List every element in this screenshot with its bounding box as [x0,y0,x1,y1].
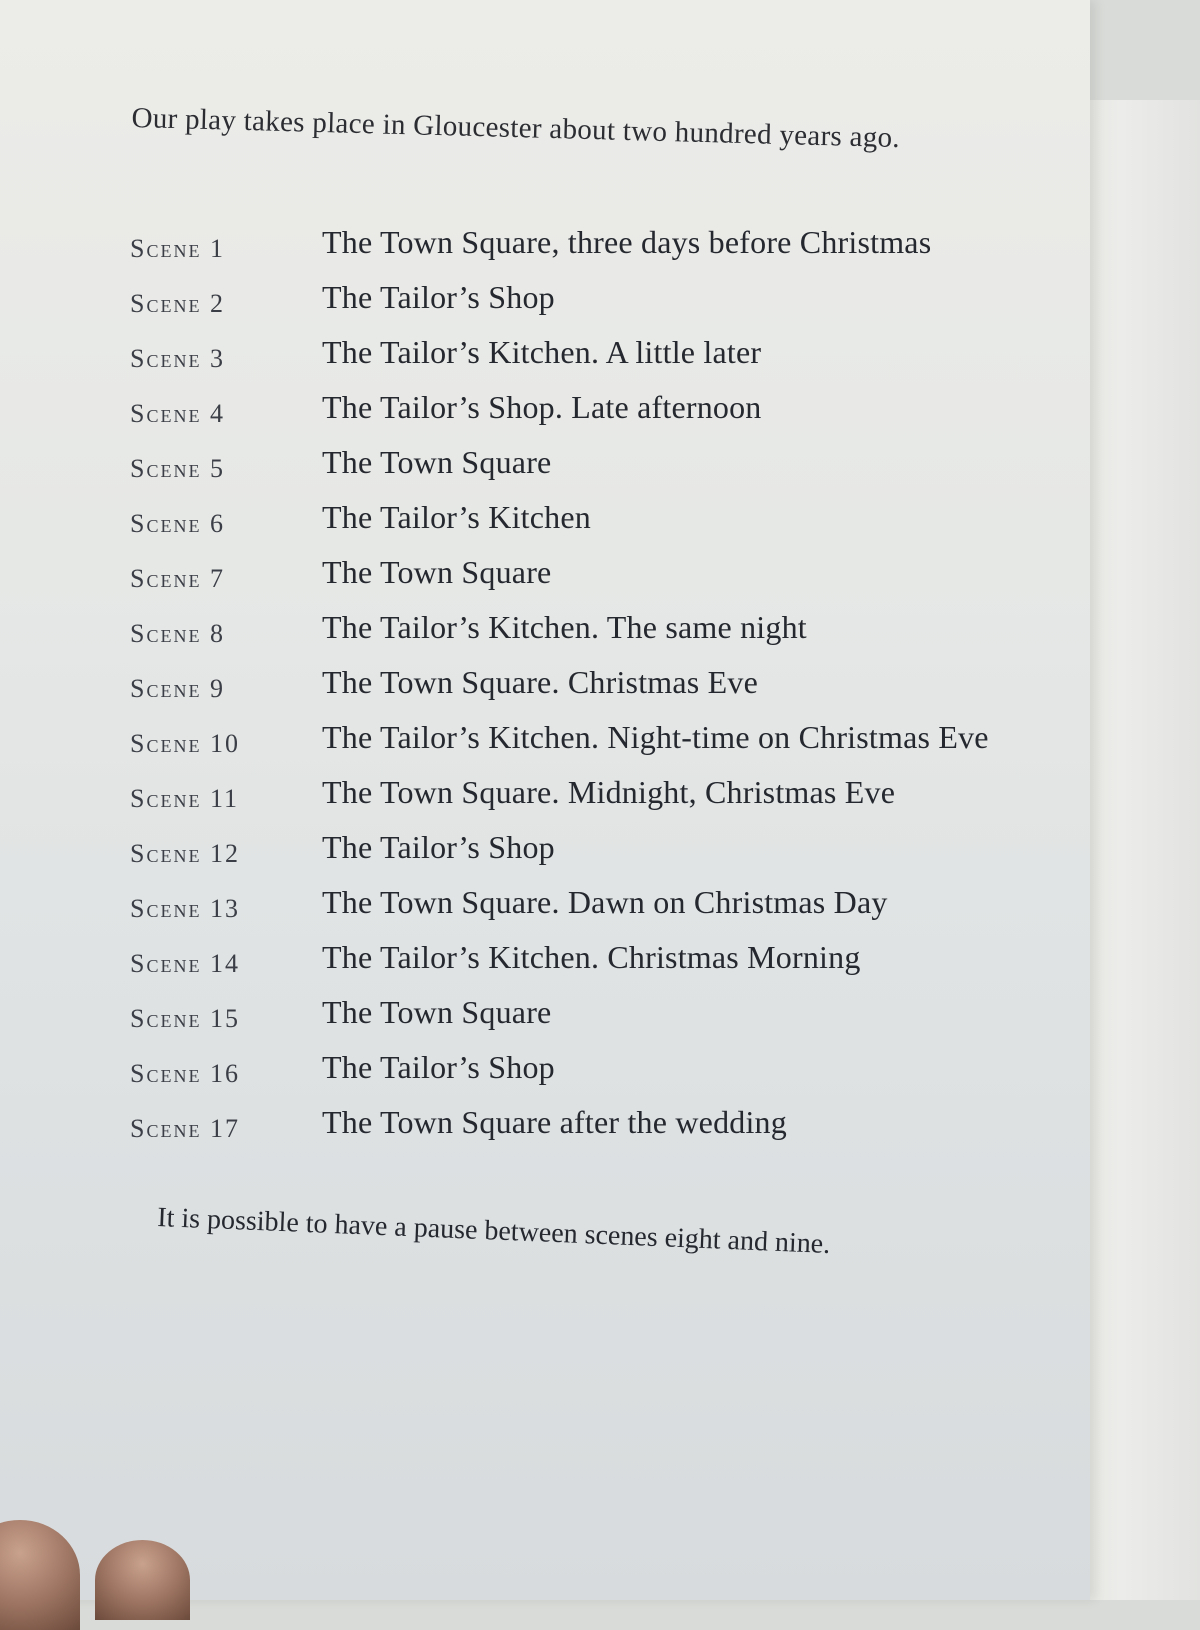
scene-row [130,1098,1080,1153]
scene-row [130,493,1080,548]
scene-title: The Town Square after the wedding [322,1104,787,1140]
scene-title: The Tailor’s Kitchen. The same night [322,609,807,645]
scene-row [130,878,1080,933]
scene-label: Scene 16 [130,1059,240,1088]
scene-row [130,438,1080,493]
scene-row [130,713,1080,768]
scene-label: Scene 1 [130,234,225,263]
scene-label: Scene 4 [130,399,225,428]
scene-title: The Town Square [322,994,552,1030]
scene-title: The Tailor’s Kitchen. Christmas Morning [322,939,861,975]
scene-label: Scene 14 [130,949,240,978]
scene-title: The Tailor’s Kitchen [322,499,591,535]
scene-label: Scene 7 [130,564,225,593]
scene-title: The Tailor’s Shop [322,829,555,865]
scene-label: Scene 13 [130,894,240,923]
scene-title: The Town Square [322,554,552,590]
scene-list [130,218,1080,1153]
scene-title: The Tailor’s Kitchen. A little later [322,334,762,370]
scene-row [130,273,1080,328]
scene-title: The Town Square. Christmas Eve [322,664,758,700]
scene-label: Scene 6 [130,509,225,538]
scene-row [130,988,1080,1043]
scene-label: Scene 2 [130,289,225,318]
scene-row [130,383,1080,438]
scene-label: Scene 9 [130,674,225,703]
scene-title: The Tailor’s Shop [322,279,555,315]
scene-label: Scene 11 [130,784,239,813]
scene-label: Scene 15 [130,1004,240,1033]
scene-title: The Tailor’s Shop [322,1049,555,1085]
scene-title: The Tailor’s Kitchen. Night-time on Christmas Eve [322,719,989,755]
scene-label: Scene 3 [130,344,225,373]
intro-text: Our play takes place in Gloucester about two hundred years ago. [131,102,901,155]
scene-row [130,658,1080,713]
scene-label: Scene 12 [130,839,240,868]
scene-row [130,823,1080,878]
scene-row [130,218,1080,273]
scene-row [130,768,1080,823]
scene-title: The Town Square. Dawn on Christmas Day [322,884,888,920]
scene-title: The Town Square. Midnight, Christmas Eve [322,774,896,810]
scene-label: Scene 10 [130,729,240,758]
scene-title: The Town Square [322,444,552,480]
scene-title: The Town Square, three days before Christmas [322,224,932,260]
scene-label: Scene 8 [130,619,225,648]
scene-row [130,603,1080,658]
scene-row [130,548,1080,603]
scene-row [130,933,1080,988]
scene-row [130,328,1080,383]
fingertip [95,1540,190,1620]
scene-label: Scene 5 [130,454,225,483]
footnote-text: It is possible to have a pause between scenes eight and nine. [156,1202,831,1260]
scene-row [130,1043,1080,1098]
scene-label: Scene 17 [130,1114,240,1143]
scene-title: The Tailor’s Shop. Late afternoon [322,389,762,425]
